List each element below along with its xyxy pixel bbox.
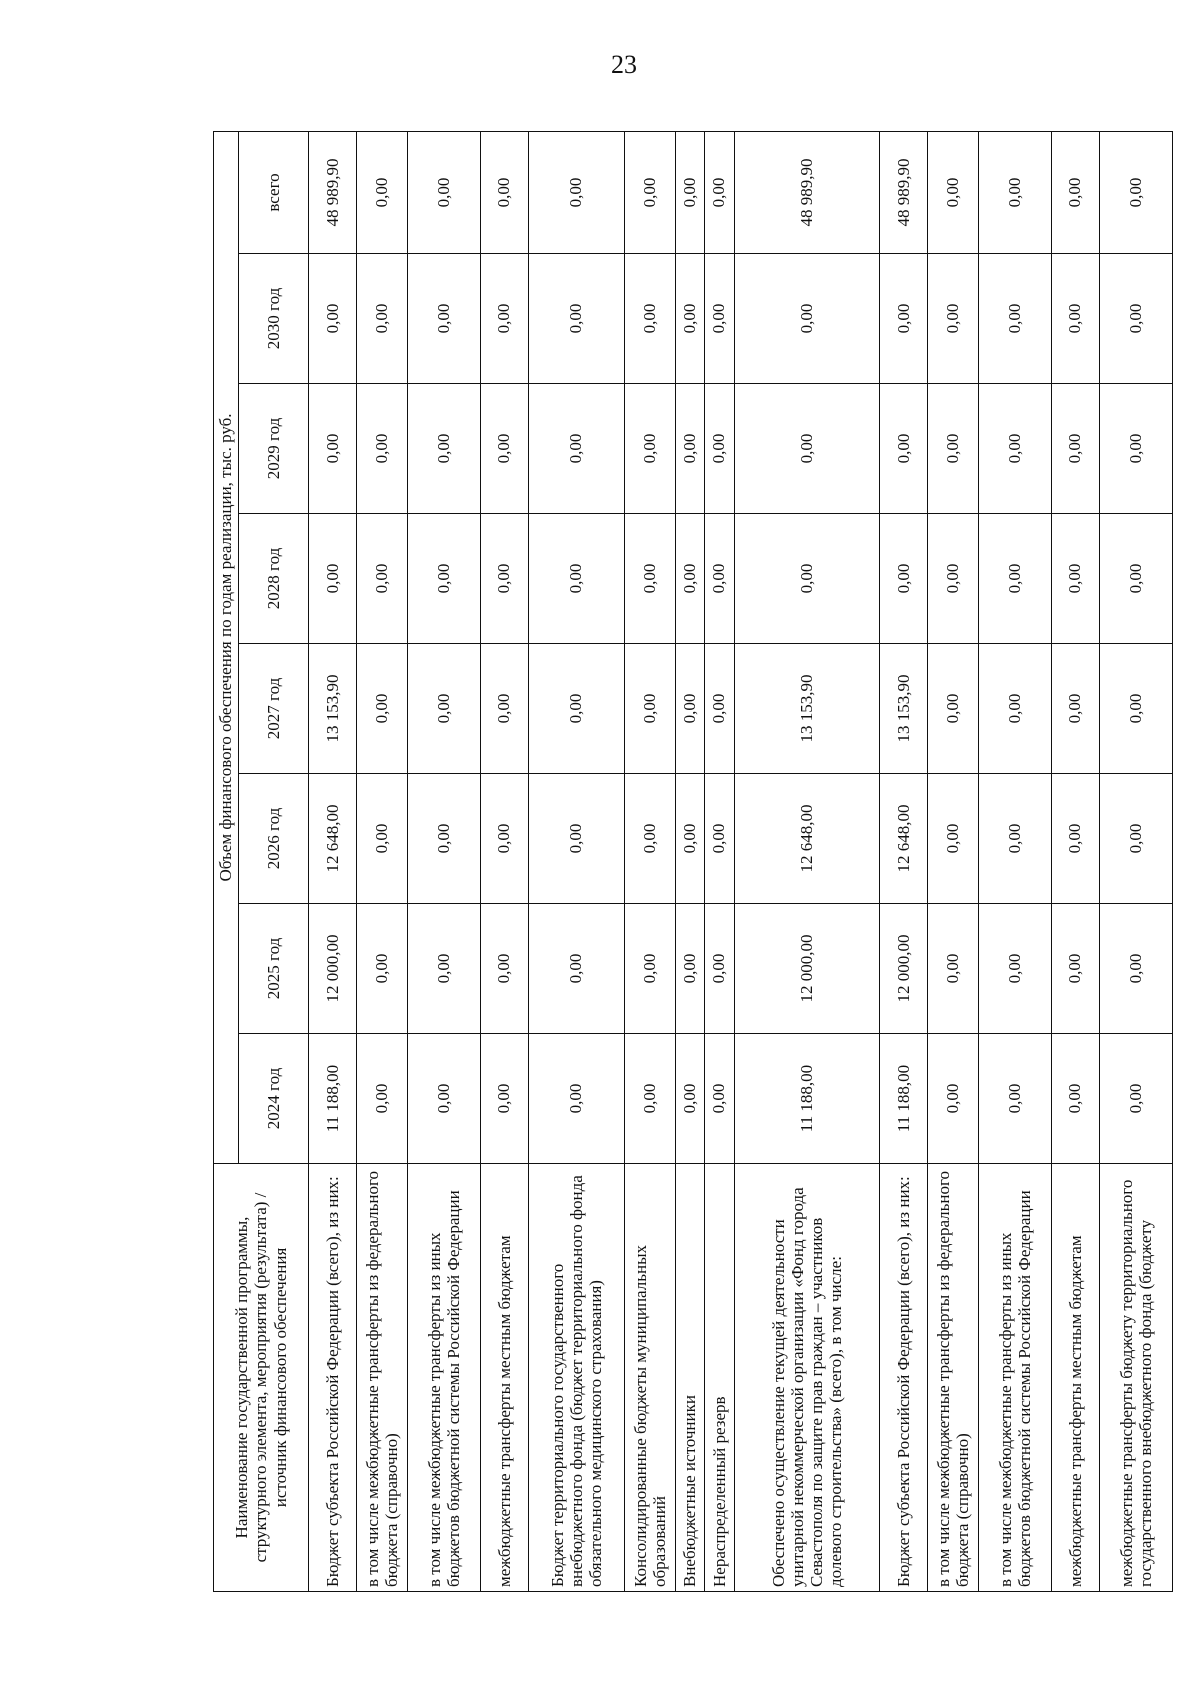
row-year-value: 0,00 [528, 1034, 624, 1164]
row-year-value: 0,00 [705, 774, 734, 904]
row-year-value: 0,00 [480, 384, 528, 514]
table-row [480, 131, 528, 1591]
row-year-value: 0,00 [528, 774, 624, 904]
row-year-value: 0,00 [675, 254, 704, 384]
row-year-value: 0,00 [480, 514, 528, 644]
row-year-value: 13 153,90 [880, 644, 928, 774]
row-total-value: 0,00 [625, 131, 676, 253]
row-total-value: 0,00 [705, 131, 734, 253]
total-header: всего [239, 131, 309, 253]
row-year-value: 0,00 [480, 254, 528, 384]
row-label: межбюджетные трансферты бюджету территориального государственного внебюджетного фонда (бюджету [1100, 1164, 1173, 1592]
row-year-value: 0,00 [705, 514, 734, 644]
row-year-value: 0,00 [309, 514, 357, 644]
row-year-value: 12 648,00 [880, 774, 928, 904]
row-year-value: 0,00 [407, 774, 480, 904]
table-row [928, 131, 979, 1591]
row-year-value: 0,00 [1100, 904, 1173, 1034]
row-year-value: 0,00 [528, 384, 624, 514]
row-year-value: 0,00 [1100, 254, 1173, 384]
row-year-value: 0,00 [1051, 904, 1099, 1034]
year-header-2030: 2030 год [239, 254, 309, 384]
row-year-value: 0,00 [1100, 774, 1173, 904]
row-year-value: 0,00 [675, 644, 704, 774]
year-header-2024: 2024 год [239, 1034, 309, 1164]
row-year-value: 0,00 [357, 514, 408, 644]
row-label: Консолидированные бюджеты муниципальных образований [625, 1164, 676, 1592]
row-label: межбюджетные трансферты местным бюджетам [1051, 1164, 1099, 1592]
financing-group-header: Объем финансового обеспечения по годам реализации, тыс. руб. [214, 131, 239, 1163]
row-year-value: 0,00 [675, 774, 704, 904]
row-year-value: 0,00 [528, 644, 624, 774]
row-total-value: 0,00 [480, 131, 528, 253]
row-year-value: 12 000,00 [880, 904, 928, 1034]
row-year-value: 0,00 [357, 904, 408, 1034]
row-total-value: 0,00 [675, 131, 704, 253]
row-total-value: 0,00 [1100, 131, 1173, 253]
row-year-value: 0,00 [480, 774, 528, 904]
row-year-value: 0,00 [880, 514, 928, 644]
row-year-value: 0,00 [407, 384, 480, 514]
row-year-value: 0,00 [1100, 644, 1173, 774]
row-year-value: 0,00 [880, 384, 928, 514]
row-total-value: 48 989,90 [734, 131, 880, 253]
row-year-value: 0,00 [928, 774, 979, 904]
row-year-value: 0,00 [978, 514, 1051, 644]
table-row [1051, 131, 1099, 1591]
row-year-value: 0,00 [625, 904, 676, 1034]
row-year-value: 11 188,00 [880, 1034, 928, 1164]
row-year-value: 0,00 [675, 1034, 704, 1164]
table-row [407, 131, 480, 1591]
row-year-value: 0,00 [625, 514, 676, 644]
table-row [528, 131, 624, 1591]
row-year-value: 0,00 [625, 384, 676, 514]
row-total-value: 48 989,90 [309, 131, 357, 253]
row-year-value: 12 648,00 [734, 774, 880, 904]
row-year-value: 13 153,90 [309, 644, 357, 774]
row-year-value: 0,00 [705, 904, 734, 1034]
row-year-value: 0,00 [357, 1034, 408, 1164]
row-year-value: 0,00 [928, 644, 979, 774]
row-year-value: 0,00 [1051, 514, 1099, 644]
row-year-value: 0,00 [705, 1034, 734, 1164]
row-year-value: 0,00 [978, 774, 1051, 904]
financing-table [213, 131, 1173, 1592]
row-year-value: 0,00 [407, 644, 480, 774]
row-total-value: 0,00 [357, 131, 408, 253]
page-number: 23 [611, 50, 637, 79]
row-year-value: 0,00 [357, 644, 408, 774]
row-year-value: 0,00 [480, 644, 528, 774]
row-label: Обеспечено осуществление текущей деятельности унитарной некоммерческой организации «Фонд города Севастополя по защите прав граждан – участников долевого строительства» (всего), в том числе: [734, 1164, 880, 1592]
row-year-value: 0,00 [625, 774, 676, 904]
row-year-value: 0,00 [705, 644, 734, 774]
row-year-value: 0,00 [1051, 774, 1099, 904]
year-header-2029: 2029 год [239, 384, 309, 514]
row-total-value: 48 989,90 [880, 131, 928, 253]
table-row [734, 131, 880, 1591]
row-year-value: 0,00 [309, 384, 357, 514]
row-year-value: 0,00 [1051, 1034, 1099, 1164]
row-year-value: 11 188,00 [309, 1034, 357, 1164]
row-label: в том числе межбюджетные трансферты из федерального бюджета (справочно) [357, 1164, 408, 1592]
row-year-value: 0,00 [407, 904, 480, 1034]
row-year-value: 0,00 [528, 904, 624, 1034]
row-year-value: 0,00 [675, 384, 704, 514]
row-year-value: 0,00 [734, 254, 880, 384]
row-year-value: 12 000,00 [309, 904, 357, 1034]
row-total-value: 0,00 [407, 131, 480, 253]
table-row [357, 131, 408, 1591]
row-year-value: 13 153,90 [734, 644, 880, 774]
year-header-2027: 2027 год [239, 644, 309, 774]
row-total-value: 0,00 [1051, 131, 1099, 253]
row-year-value: 0,00 [357, 774, 408, 904]
row-label: межбюджетные трансферты местным бюджетам [480, 1164, 528, 1592]
row-year-value: 0,00 [1100, 1034, 1173, 1164]
row-year-value: 0,00 [978, 904, 1051, 1034]
row-year-value: 0,00 [928, 904, 979, 1034]
row-year-value: 0,00 [1100, 514, 1173, 644]
row-year-value: 0,00 [407, 254, 480, 384]
row-year-value: 0,00 [928, 384, 979, 514]
row-year-value: 0,00 [734, 514, 880, 644]
row-year-value: 0,00 [357, 384, 408, 514]
table-row [309, 131, 357, 1591]
year-header-2028: 2028 год [239, 514, 309, 644]
table-row [625, 131, 676, 1591]
row-year-value: 0,00 [978, 254, 1051, 384]
row-label: в том числе межбюджетные трансферты из иных бюджетов бюджетной системы Российской Федерации [407, 1164, 480, 1592]
row-year-value: 0,00 [675, 904, 704, 1034]
table-row [1100, 131, 1173, 1591]
row-year-value: 0,00 [978, 384, 1051, 514]
row-year-value: 0,00 [528, 514, 624, 644]
table-row [675, 131, 704, 1591]
table-row [978, 131, 1051, 1591]
row-year-value: 0,00 [675, 514, 704, 644]
row-year-value: 0,00 [528, 254, 624, 384]
row-year-value: 11 188,00 [734, 1034, 880, 1164]
row-label: Бюджет субъекта Российской Федерации (всего), из них: [880, 1164, 928, 1592]
row-total-value: 0,00 [928, 131, 979, 253]
row-year-value: 0,00 [1051, 384, 1099, 514]
row-year-value: 0,00 [705, 384, 734, 514]
year-header-2025: 2025 год [239, 904, 309, 1034]
row-year-value: 0,00 [1051, 644, 1099, 774]
row-year-value: 0,00 [978, 1034, 1051, 1164]
row-label: Бюджет субъекта Российской Федерации (всего), из них: [309, 1164, 357, 1592]
row-year-value: 0,00 [1051, 254, 1099, 384]
row-total-value: 0,00 [528, 131, 624, 253]
row-year-value: 0,00 [407, 1034, 480, 1164]
row-label: в том числе межбюджетные трансферты из федерального бюджета (справочно) [928, 1164, 979, 1592]
row-label: Внебюджетные источники [675, 1164, 704, 1592]
row-year-value: 0,00 [880, 254, 928, 384]
name-column-header: Наименование государственной программы, структурного элемента, мероприятия (результата) / источник финансового обеспечения [214, 1164, 309, 1592]
row-total-value: 0,00 [978, 131, 1051, 253]
row-year-value: 0,00 [928, 254, 979, 384]
year-header-2026: 2026 год [239, 774, 309, 904]
table-row [880, 131, 928, 1591]
row-year-value: 12 000,00 [734, 904, 880, 1034]
table-row [705, 131, 734, 1591]
row-year-value: 0,00 [928, 514, 979, 644]
row-year-value: 0,00 [1100, 384, 1173, 514]
row-year-value: 12 648,00 [309, 774, 357, 904]
row-year-value: 0,00 [705, 254, 734, 384]
row-year-value: 0,00 [480, 1034, 528, 1164]
row-label: Нераспределенный резерв [705, 1164, 734, 1592]
row-year-value: 0,00 [928, 1034, 979, 1164]
row-year-value: 0,00 [734, 384, 880, 514]
row-year-value: 0,00 [480, 904, 528, 1034]
row-year-value: 0,00 [407, 514, 480, 644]
row-label: Бюджет территориального государственного внебюджетного фонда (бюджет территориального фонда обязательного медицинского страхования) [528, 1164, 624, 1592]
row-year-value: 0,00 [309, 254, 357, 384]
row-year-value: 0,00 [625, 254, 676, 384]
row-year-value: 0,00 [978, 644, 1051, 774]
row-label: в том числе межбюджетные трансферты из иных бюджетов бюджетной системы Российской Федерации [978, 1164, 1051, 1592]
row-year-value: 0,00 [625, 644, 676, 774]
row-year-value: 0,00 [357, 254, 408, 384]
rotated-table-container [213, 132, 1173, 1592]
row-year-value: 0,00 [625, 1034, 676, 1164]
